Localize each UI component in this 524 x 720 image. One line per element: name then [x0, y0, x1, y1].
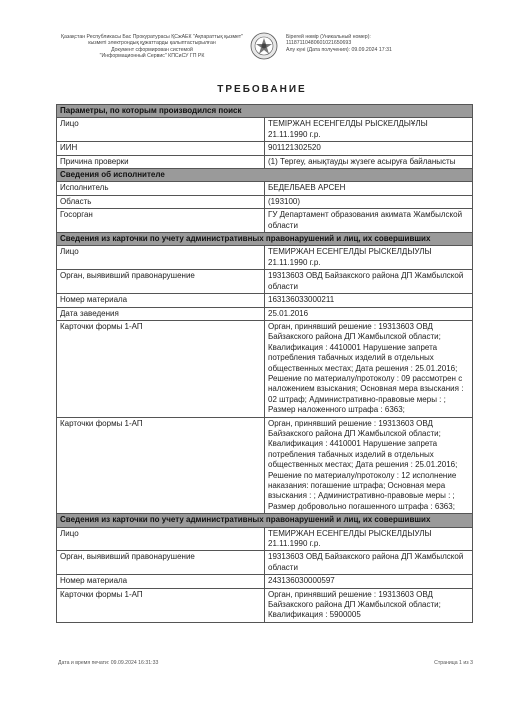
field-label: Номер материала [57, 575, 265, 588]
field-label: Дата заведения [57, 307, 265, 320]
table-row [57, 551, 473, 575]
field-label: Область [57, 195, 265, 208]
document-title: ТРЕБОВАНИЕ [217, 84, 307, 95]
header-left-line: "Информационный Сервис" КПСиСУ ГП РК [99, 53, 205, 60]
table-row [57, 182, 473, 195]
header-left-line: кызметі электрондық құжаттарды қалыптастырылған [88, 40, 216, 47]
field-value: Орган, принявший решение : 19313603 ОВД Байзакского района ДП Жамбылской области; Квалификация : 4410001 Нарушение запрета потребления табачных изделий в отдельных общественных местах; Дата решения : 25.01.2016; Решение по материалу/протоколу : 09 рассмотрен с наложением взыскания; Основная мера взыскания : 02 штраф; Административно-правовые меры : ; Размер наложенного штрафа : 6363; [265, 320, 473, 417]
field-label: ИИН [57, 142, 265, 155]
field-value: БЕДЕЛБАЕВ АРСЕН [265, 182, 473, 195]
table-row [57, 246, 473, 270]
field-value: (193100) [265, 195, 473, 208]
header-left-block [52, 34, 252, 60]
section-title: Сведения из карточки по учету административных правонарушений и лиц, их совершивших [57, 233, 473, 246]
field-value: Орган, принявший решение : 19313603 ОВД Байзакского района ДП Жамбылской области; Квалификация : 5900005 [265, 588, 473, 622]
table-row [57, 294, 473, 307]
table-row [57, 270, 473, 294]
section-header [57, 233, 473, 246]
field-label: Лицо [57, 118, 265, 142]
field-value: (1) Тергеу, анықтауды жүзеге асыруға байланысты [265, 155, 473, 168]
field-label: Номер материала [57, 294, 265, 307]
field-value: 25.01.2016 [265, 307, 473, 320]
field-label: Лицо [57, 246, 265, 270]
table-row [57, 307, 473, 320]
field-value: ТЕМІРЖАН ЕСЕНГЕЛДЫ РЫСКЕЛДЫҰЛЫ 21.11.1990 г.р. [265, 118, 473, 142]
field-value: 243136030000597 [265, 575, 473, 588]
header-right-block [286, 34, 486, 53]
table-row [57, 588, 473, 622]
field-value: ТЕМИРЖАН ЕСЕНГЕЛДЫ РЫСКЕЛДЫУЛЫ 21.11.1990 г.р. [265, 246, 473, 270]
section-header [57, 514, 473, 527]
section-header [57, 169, 473, 182]
section-header [57, 105, 473, 118]
table-row [57, 320, 473, 417]
field-label: Карточки формы 1-АП [57, 588, 265, 622]
header-right-line: Алу күні (Дата получения): 09.09.2024 17:31 [286, 46, 392, 53]
header-right-line: 11187110480601021650693 [286, 40, 352, 47]
field-value: 19313603 ОВД Байзакского района ДП Жамбылской области [265, 270, 473, 294]
table-row [57, 195, 473, 208]
table-row [57, 142, 473, 155]
section-title: Параметры, по которым производился поиск [57, 105, 473, 118]
table-row [57, 527, 473, 551]
field-value: Орган, принявший решение : 19313603 ОВД Байзакского района ДП Жамбылской области; Квалификация : 4410001 Нарушение запрета потребления табачных изделий в отдельных общественных местах; Дата решения : 25.01.2016; Решение по материалу/протоколу : 12 исполнение наказания: погашение штрафа; Основная мера взыскания : ; Административно-правовые меры : ; Размер добровольно погашенного штрафа : 6363; [265, 417, 473, 514]
field-value: 163136033000211 [265, 294, 473, 307]
field-value: 19313603 ОВД Байзакского района ДП Жамбылской области [265, 551, 473, 575]
field-label: Карточки формы 1-АП [57, 320, 265, 417]
state-emblem-icon [250, 32, 278, 60]
table-row [57, 417, 473, 514]
requirement-table [56, 104, 473, 623]
field-label: Карточки формы 1-АП [57, 417, 265, 514]
section-title: Сведения об исполнителе [57, 169, 473, 182]
print-timestamp: Дата и время печати: 09.09.2024 16:31:33 [58, 660, 159, 666]
table-row [57, 575, 473, 588]
table-row [57, 118, 473, 142]
field-label: Орган, выявивший правонарушение [57, 270, 265, 294]
page-number: Страница 1 из 3 [434, 660, 473, 666]
field-value: 901121302520 [265, 142, 473, 155]
header-right-line: Бірегей нөмір (Уникальный номер): [286, 34, 371, 40]
table-row [57, 155, 473, 168]
field-label: Госорган [57, 209, 265, 233]
field-label: Лицо [57, 527, 265, 551]
header-left-line: Документ сформирован системой [111, 46, 193, 53]
section-title: Сведения из карточки по учету административных правонарушений и лиц, их совершивших [57, 514, 473, 527]
table-row [57, 209, 473, 233]
field-value: ГУ Департамент образования акимата Жамбылской области [265, 209, 473, 233]
field-label: Орган, выявивший правонарушение [57, 551, 265, 575]
field-label: Исполнитель [57, 182, 265, 195]
field-value: ТЕМИРЖАН ЕСЕНГЕЛДЫ РЫСКЕЛДЫУЛЫ 21.11.1990 г.р. [265, 527, 473, 551]
field-label: Причина проверки [57, 155, 265, 168]
header-left-line: Қазақстан Республикасы Бас Прокуратурасы ҚСжАЕК "Ақпараттық қызмет" [61, 34, 243, 40]
